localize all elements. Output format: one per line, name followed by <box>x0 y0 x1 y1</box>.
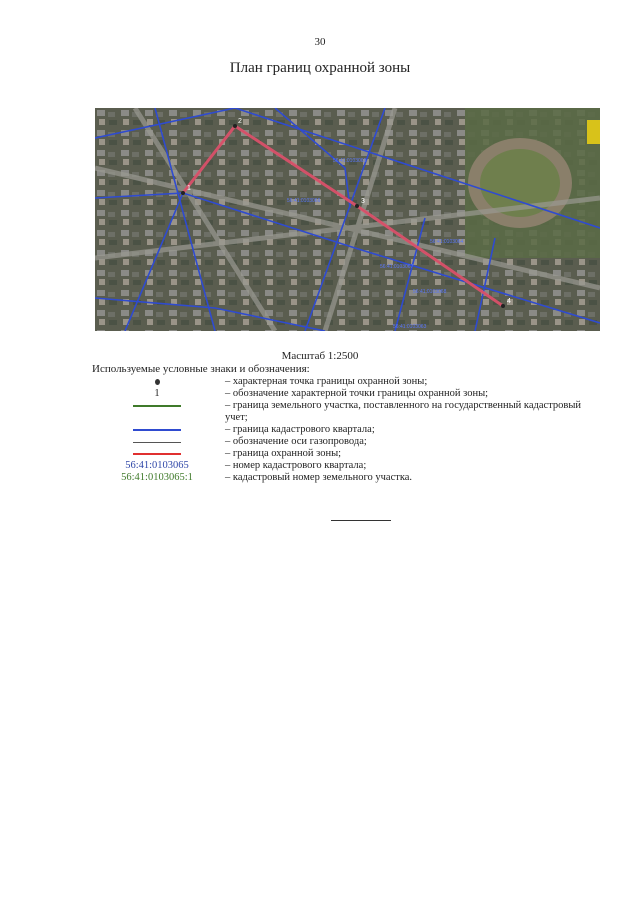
parcel-number-sample: 56:41:0103065:1 <box>121 472 193 483</box>
legend-text: – обозначение характерной точки границы охранной зоны; <box>225 388 489 399</box>
quarter-label: 56:41:0103067 <box>380 264 414 270</box>
gray-line-icon <box>133 442 181 443</box>
point-label: 2 <box>238 118 242 125</box>
legend-text: – кадастровый номер земельного участка. <box>225 472 413 483</box>
boundary-point-icon <box>155 379 160 385</box>
legend-text: – номер кадастрового квартала; <box>225 460 367 471</box>
legend-item <box>92 424 602 436</box>
page-number: 30 <box>314 36 326 48</box>
legend <box>92 376 602 484</box>
quarter-label: 56:41:0103068 <box>413 289 447 295</box>
legend-item <box>92 376 602 388</box>
legend-text: – обозначение оси газопровода; <box>225 436 367 447</box>
quarter-number-sample: 56:41:0103065 <box>125 460 189 471</box>
point-label: 1 <box>187 185 191 192</box>
green-line-icon <box>133 405 181 407</box>
legend-item <box>92 472 602 484</box>
legend-item <box>92 448 602 460</box>
map-drawing <box>95 108 600 331</box>
legend-heading: Используемые условные знаки и обозначения: <box>92 363 310 375</box>
legend-text: – характерная точка границы охранной зоны; <box>225 376 428 387</box>
point-label: 3 <box>361 198 365 205</box>
legend-text: – граница земельного участка, поставленного на государственный кадастровый учет; <box>225 400 582 423</box>
quarter-label: 56:41:0103063 <box>393 324 427 330</box>
blue-line-icon <box>133 429 181 431</box>
legend-item <box>92 388 602 400</box>
red-line-icon <box>133 453 181 455</box>
point-label: 4 <box>507 298 511 305</box>
quarter-label: 56:41:0103066 <box>287 198 321 204</box>
legend-text: – граница кадастрового квартала; <box>225 424 375 435</box>
legend-item <box>92 436 602 448</box>
satellite-map <box>95 108 600 331</box>
legend-item <box>92 400 602 424</box>
end-rule <box>331 520 391 521</box>
legend-item <box>92 460 602 472</box>
point-number-symbol: 1 <box>154 388 160 399</box>
map-scale: Масштаб 1:2500 <box>281 350 359 362</box>
quarter-label: 56:41:0103064 <box>430 239 464 245</box>
page-title: План границ охранной зоны <box>229 60 411 76</box>
quarter-label: 56:41:0103065 <box>333 158 367 164</box>
legend-text: – граница охранной зоны; <box>225 448 342 459</box>
